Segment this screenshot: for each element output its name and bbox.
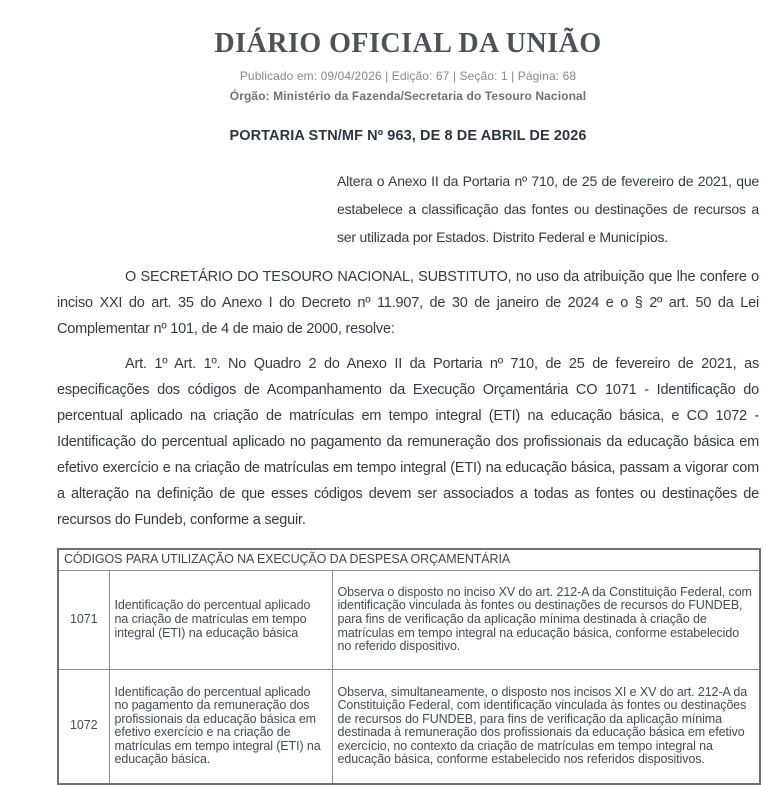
table-row-1071: [58, 570, 760, 669]
document-content: [57, 28, 759, 785]
description-cell-1071: Identificação do percentual aplicado na criação de matrículas em tempo integral (ETI) na educação básica: [109, 570, 332, 669]
codes-table-title: CÓDIGOS PARA UTILIZAÇÃO NA EXECUÇÃO DA DESPESA ORÇAMENTÁRIA: [58, 549, 760, 570]
act-title: PORTARIA STN/MF Nº 963, DE 8 DE ABRIL DE 2026: [229, 128, 587, 145]
codes-table: [57, 548, 761, 785]
code-cell-1072: 1072: [58, 669, 109, 784]
table-row-1072: [58, 669, 760, 784]
observation-cell-1071: Observa o disposto no inciso XV do art. 212-A da Constituição Federal, com identificação vinculada às fontes ou destinações de recursos do FUNDEB, para fins de verificação da aplicação mínima destinada à criação de matrículas em tempo integral na educação básica, conforme estabelecido no referido dispositivo.: [332, 570, 760, 669]
organ-info: Órgão: Ministério da Fazenda/Secretaria do Tesouro Nacional: [229, 89, 587, 104]
act-ementa: Altera o Anexo II da Portaria nº 710, de 25 de fevereiro de 2021, que estabelece a classificação das fontes ou destinações de recursos a ser utilizada por Estados. Distrito Federal e Municípios.: [337, 173, 759, 246]
masthead: [57, 28, 759, 103]
code-cell-1071: 1071: [58, 570, 109, 669]
act-body: [57, 128, 759, 785]
codes-table-header-row: [58, 549, 760, 570]
description-cell-1072: Identificação do percentual aplicado no pagamento da remuneração dos profissionais da educação básica em efetivo exercício e na criação de matrículas em tempo integral (ETI) na educação básica.: [109, 669, 332, 784]
preamble-paragraph: O SECRETÁRIO DO TESOURO NACIONAL, SUBSTITUTO, no uso da atribuição que lhe confere o inciso XXI do art. 35 do Anexo I do Decreto nº 11.907, de 30 de janeiro de 2024 e o § 2º art. 50 da Lei Complementar nº 101, de 4 de maio de 2000, resolve:: [57, 269, 759, 338]
publication-info: Publicado em: 09/04/2026 | Edição: 67 | Seção: 1 | Página: 68: [239, 69, 577, 84]
masthead-title: DIÁRIO OFICIAL DA UNIÃO: [214, 28, 602, 59]
article-1-paragraph: Art. 1º Art. 1º. No Quadro 2 do Anexo II da Portaria nº 710, de 25 de fevereiro de 2021, as especificações dos códigos de Acompanhamento da Execução Orçamentária CO 1071 - Identificação do percentual aplicado na criação de matrículas em tempo integral (ETI) na educação básica, e CO 1072 - Identificação do percentual aplicado no pagamento da remuneração dos profissionais da educação básica em efetivo exercício e na criação de matrículas em tempo integral (ETI) na educação básica, passam a vigorar com a alteração na definição de que esses códigos devem ser associados a todas as fontes ou destinações de recursos do Fundeb, conforme a seguir.: [57, 356, 759, 529]
observation-cell-1072: Observa, simultaneamente, o disposto nos incisos XI e XV do art. 212-A da Constituição Federal, com identificação vinculada às fontes ou destinações de recursos do FUNDEB, para fins de verificação da aplicação mínima destinada à remuneração dos profissionais da educação básica em efetivo exercício, no contexto da criação de matrículas em tempo integral na educação básica, conforme estabelecido nos referidos dispositivos.: [332, 669, 760, 784]
